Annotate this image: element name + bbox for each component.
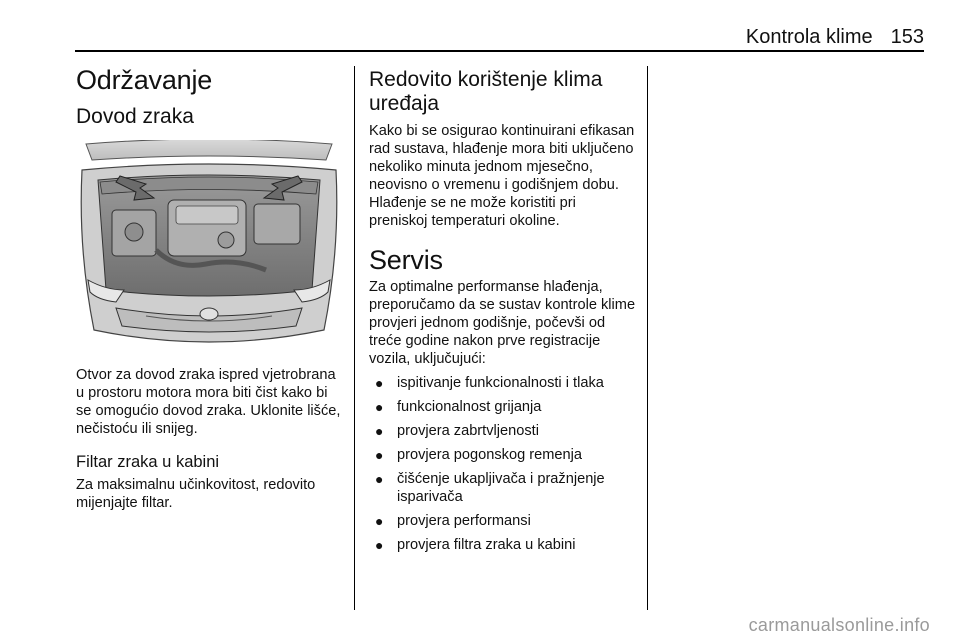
list-item [369, 446, 637, 464]
section-title-maintenance: Održavanje [76, 65, 213, 95]
engine-bay-drawing [76, 140, 342, 352]
watermark: carmanualsonline.info [748, 615, 930, 635]
bullet-icon: ● [375, 471, 384, 487]
air-inlet-paragraph: Otvor za dovod zraka ispred vjetrobrana u prostoru motora mora biti čist kako bi se omogućio dovod zraka. Uklonite lišće, nečistoću ili snijeg. [76, 367, 341, 437]
list-item [369, 374, 637, 392]
page-header [746, 26, 924, 49]
list-item-text: provjera filtra zraka u kabini [397, 537, 576, 553]
header-title: Kontrola klime [745, 26, 873, 48]
bullet-icon: ● [375, 513, 384, 529]
bullet-icon: ● [375, 375, 384, 391]
list-item [369, 512, 637, 530]
column-divider-right [647, 66, 648, 610]
subsection-title-air-inlet: Dovod zraka [76, 105, 194, 128]
list-item-text: provjera pogonskog remenja [397, 447, 582, 463]
list-item-text: provjera zabrtvljenosti [397, 423, 539, 439]
header-rule [75, 50, 924, 52]
column-2 [369, 68, 637, 560]
section-title-service: Servis [369, 245, 443, 275]
service-checklist [369, 374, 637, 554]
list-item-text: ispitivanje funkcionalnosti i tlaka [397, 375, 604, 391]
cabin-filter-title: Filtar zraka u kabini [76, 453, 220, 471]
list-item [369, 422, 637, 440]
page-number: 153 [890, 26, 924, 48]
bullet-icon: ● [375, 447, 384, 463]
bullet-icon: ● [375, 399, 384, 415]
list-item-text: funkcionalnost grijanja [397, 399, 542, 415]
cabin-filter-paragraph: Za maksimalnu učinkovitost, redovito mijenjajte filtar. [76, 477, 316, 511]
list-item-text: provjera performansi [397, 513, 531, 529]
service-paragraph: Za optimalne performanse hlađenja, preporučamo da se sustav kontrole klime provjeri jednom godišnje, počevši od treće godine nakon prve registracije vozila, uključujući: [369, 279, 636, 367]
section-title-regular-use: Redovito korištenje klima uređaja [369, 68, 603, 115]
bullet-icon: ● [375, 423, 384, 439]
column-divider-left [354, 66, 355, 610]
list-item [369, 470, 637, 506]
car-engine-bay-illustration [76, 140, 342, 352]
regular-use-paragraph: Kako bi se osigurao kontinuirani efikasan rad sustava, hlađenje mora biti uključeno nekoliko minuta jednom mjesečno, neovisno o vremenu i godišnjem dobu. Hlađenje se ne može koristiti pri preniskoj temperaturi okoline. [369, 123, 635, 229]
list-item-text: čišćenje ukapljivača i pražnjenje isparivača [397, 471, 605, 505]
list-item [369, 398, 637, 416]
bullet-icon: ● [375, 537, 384, 553]
column-1 [76, 64, 346, 512]
list-item [369, 536, 637, 554]
